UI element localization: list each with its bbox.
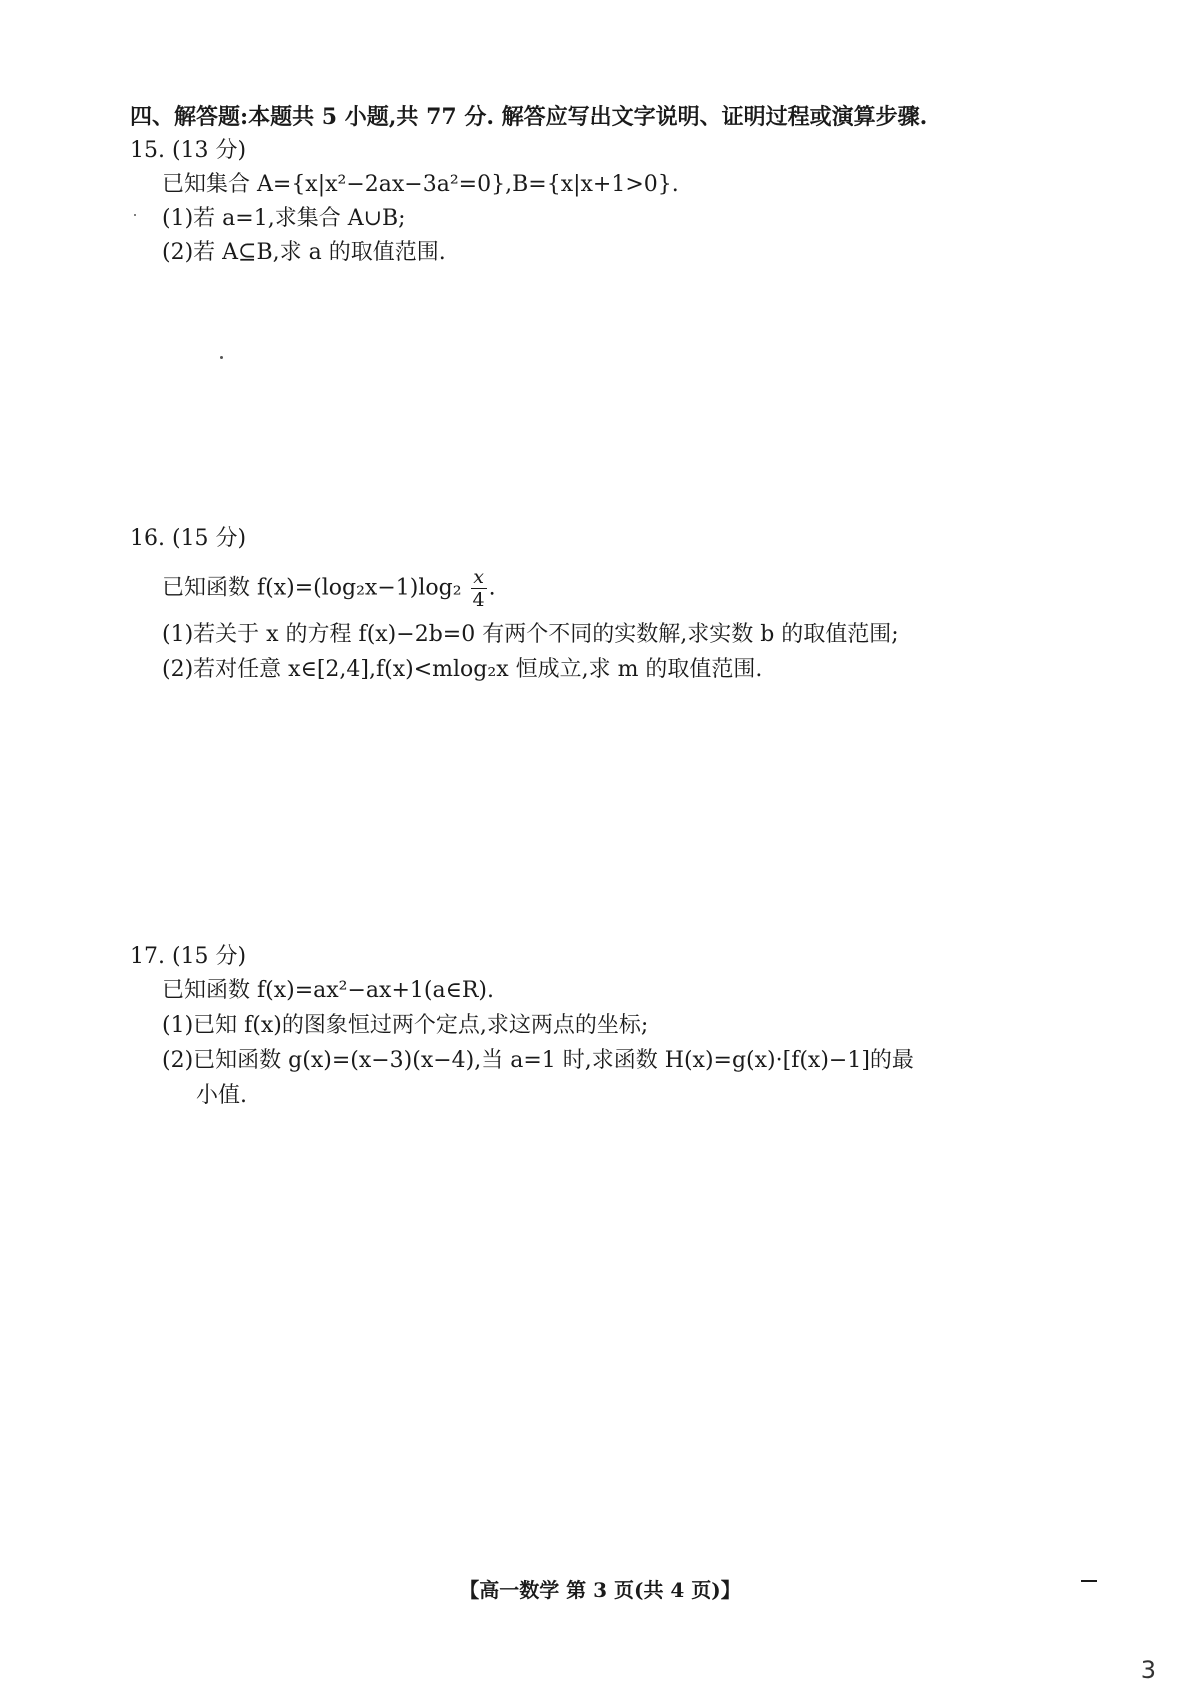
page-footer: 【高一数学 第 3 页(共 4 页)】 (459, 1578, 741, 1602)
question-16-header: 16. (15 分) (130, 526, 247, 551)
question-16-stem (162, 566, 496, 611)
question-17-part-2: (2)已知函数 g(x)=(x−3)(x−4),当 a=1 时,求函数 H(x)=g(x)·[f(x)−1]的最 (162, 1048, 914, 1073)
question-15-part-1: (1)若 a=1,求集合 A∪B; (162, 206, 406, 231)
question-15-stem: 已知集合 A={x|x²−2ax−3a²=0},B={x|x+1>0}. (162, 172, 679, 197)
question-16-stem-suffix: . (488, 575, 496, 601)
fraction-x-over-4 (471, 566, 487, 611)
question-15-header: 15. (13 分) (130, 138, 247, 163)
scan-speck (220, 356, 223, 359)
section-heading: 四、解答题:本题共 5 小题,共 77 分. 解答应写出文字说明、证明过程或演算步骤. (130, 104, 928, 130)
fraction-denominator: 4 (472, 589, 485, 611)
fraction-numerator: x (471, 566, 487, 589)
question-17-header: 17. (15 分) (130, 944, 247, 969)
question-16-stem-prefix: 已知函数 f(x)=(log₂x−1)log₂ (162, 575, 462, 601)
page-number: 3 (1140, 1656, 1156, 1684)
question-17-part-1: (1)已知 f(x)的图象恒过两个定点,求这两点的坐标; (162, 1013, 649, 1038)
scan-mark (1081, 1580, 1097, 1582)
scan-speck (134, 214, 136, 216)
question-15-part-2: (2)若 A⊆B,求 a 的取值范围. (162, 240, 446, 265)
question-16-part-1: (1)若关于 x 的方程 f(x)−2b=0 有两个不同的实数解,求实数 b 的取值范围; (162, 622, 899, 647)
question-17-part-2-continued: 小值. (196, 1083, 247, 1108)
question-17-stem: 已知函数 f(x)=ax²−ax+1(a∈R). (162, 978, 494, 1003)
question-16-part-2: (2)若对任意 x∈[2,4],f(x)<mlog₂x 恒成立,求 m 的取值范围. (162, 657, 763, 682)
